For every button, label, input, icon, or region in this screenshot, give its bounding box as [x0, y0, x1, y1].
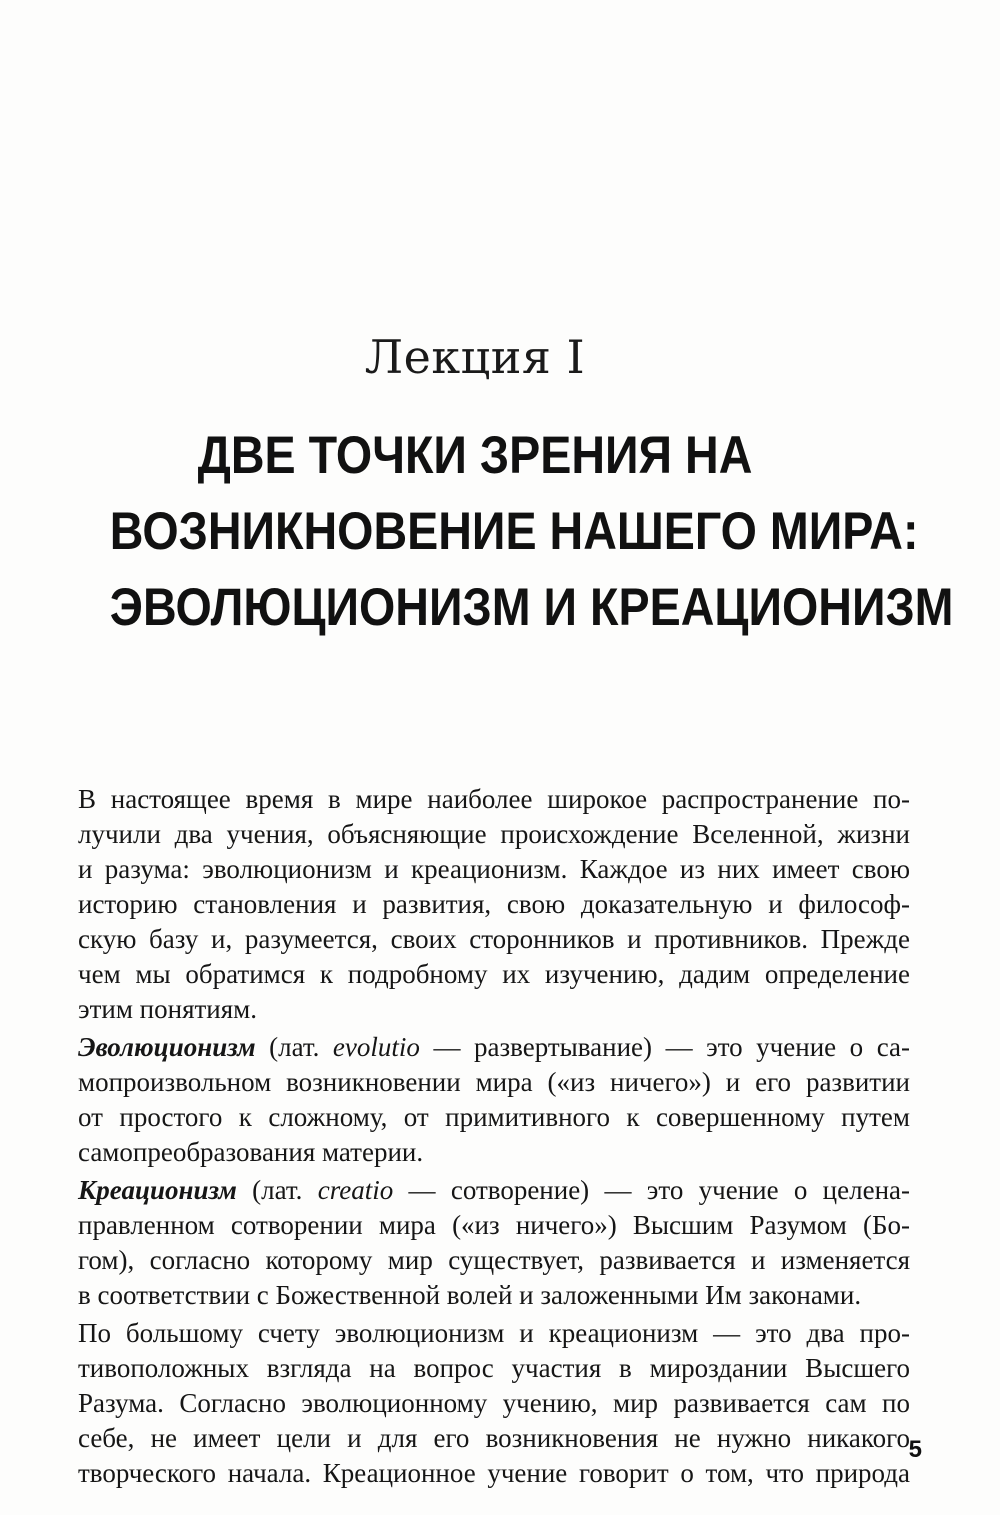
text-line: В настоящее время в мире наиболее широкое распространение по- — [78, 784, 910, 814]
paragraph-comparison — [78, 1316, 910, 1491]
text-line: этим понятиям. — [78, 994, 257, 1024]
definition-start: — сотворение) — это учение о целена- — [393, 1175, 910, 1205]
paragraph-evolutionism-definition — [78, 1030, 910, 1170]
text-line — [78, 1173, 910, 1208]
text-line: чем мы обратимся к подробному их изучению, дадим определение — [78, 959, 910, 989]
text-line: мопроизвольном возникновении мира («из ничего») и его развитии — [78, 1067, 910, 1097]
text-line: от простого к сложному, от примитивного к совершенному путем — [78, 1102, 910, 1132]
chapter-title-line: ДВЕ ТОЧКИ ЗРЕНИЯ НА — [197, 426, 753, 485]
text-line: тивоположных взгляда на вопрос участия в мироздании Высшего — [78, 1353, 910, 1383]
text-line: историю становления и развития, свою доказательную и философ- — [78, 889, 910, 919]
text-line: творческого начала. Креационное учение говорит о том, что природа — [78, 1458, 910, 1488]
term-evolutionism: Эволюционизм — [78, 1032, 256, 1062]
latin-prefix: (лат. — [255, 1032, 333, 1062]
text-line: По большому счету эволюционизм и креационизм — это два про- — [78, 1318, 910, 1348]
paragraph-creationism-definition — [78, 1173, 910, 1313]
text-line: себе, не имеет цели и для его возникновения не нужно никакого — [78, 1423, 910, 1453]
text-line: скую базу и, разумеется, своих сторонников и противников. Прежде — [78, 924, 910, 954]
latin-prefix: (лат. — [236, 1175, 318, 1205]
paragraph-intro — [78, 782, 910, 1027]
chapter-title-line: ЭВОЛЮЦИОНИЗМ И КРЕАЦИОНИЗМ — [109, 578, 954, 637]
text-line: и разума: эволюционизм и креационизм. Каждое из них имеет свою — [78, 854, 910, 884]
body-text — [78, 782, 910, 1494]
text-line: лучили два учения, объясняющие происхождение Вселенной, жизни — [78, 819, 910, 849]
latin-word: creatio — [317, 1175, 394, 1205]
term-creationism: Креационизм — [78, 1175, 237, 1205]
text-line: гом), согласно которому мир существует, развивается и изменяется — [78, 1245, 910, 1275]
text-line: в соответствии с Божественной волей и заложенными Им законами. — [78, 1280, 862, 1310]
text-line: правленном сотворении мира («из ничего») Высшим Разумом (Бо- — [78, 1210, 910, 1240]
chapter-title — [109, 418, 954, 646]
latin-word: evolutio — [332, 1032, 420, 1062]
definition-start: — развертывание) — это учение о са- — [419, 1032, 910, 1062]
text-line: самопреобразования материи. — [78, 1137, 424, 1167]
text-line — [78, 1030, 910, 1065]
page-number: 5 — [908, 1436, 922, 1463]
lecture-label: Лекция I — [364, 330, 586, 384]
chapter-title-line: ВОЗНИКНОВЕНИЕ НАШЕГО МИРА: — [109, 502, 919, 561]
text-line: Разума. Согласно эволюционному учению, мир развивается сам по — [78, 1388, 910, 1418]
